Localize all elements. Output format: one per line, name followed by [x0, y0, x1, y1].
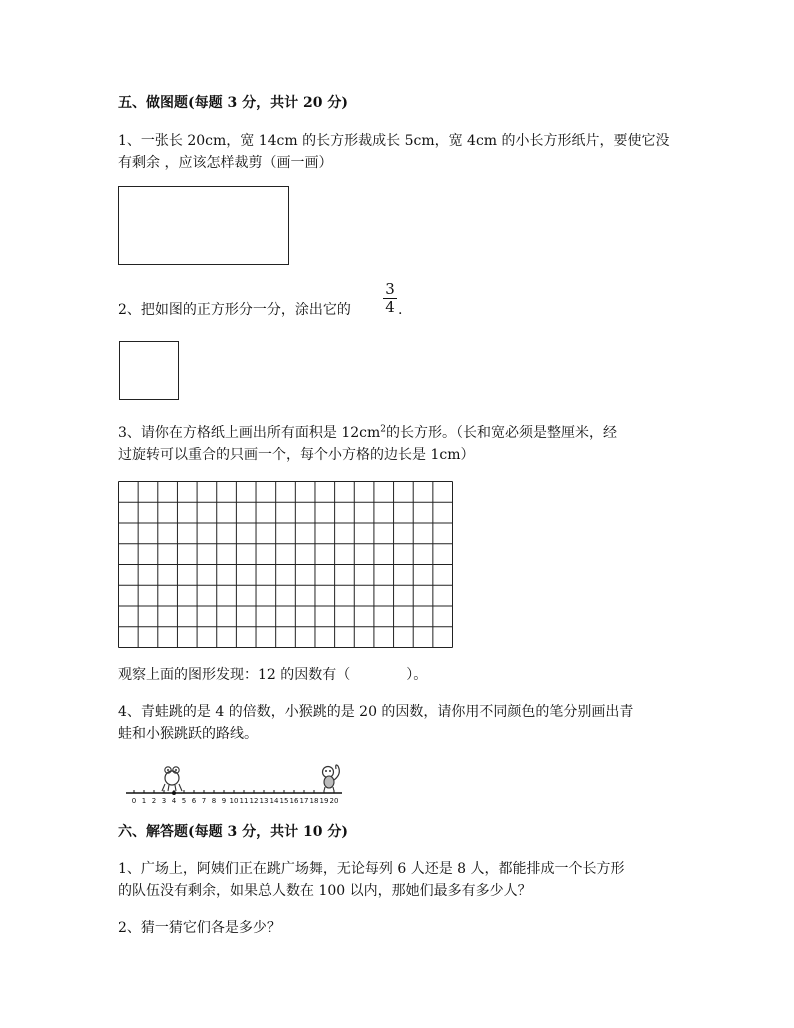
- number-line-label: 20: [329, 797, 339, 805]
- number-line-label: 1: [141, 797, 147, 805]
- q1-line1: 1、一张长 20cm，宽 14cm 的长方形裁成长 5cm，宽 4cm 的小长方形纸片，要使它没: [118, 133, 670, 149]
- number-line-label: 9: [221, 797, 227, 805]
- number-line-label: 7: [201, 797, 207, 805]
- number-line-label: 19: [319, 797, 329, 805]
- q3-grid: [118, 481, 453, 648]
- number-line-label: 2: [151, 797, 157, 805]
- q1-rectangle: [118, 186, 289, 265]
- number-line-label: 4: [171, 797, 177, 805]
- number-line-label: 3: [161, 797, 167, 805]
- q2-line: [118, 300, 351, 320]
- q4-line1: 4、青蛙跳的是 4 的倍数，小猴跳的是 20 的因数，请你用不同颜色的笔分别画出青: [118, 704, 634, 720]
- q3-superscript: 2: [380, 424, 387, 435]
- number-line-label: 10: [229, 797, 239, 805]
- q3-line1-b: 的长方形。（长和宽必须是整厘米，经: [386, 425, 618, 441]
- number-line-label: 5: [181, 797, 187, 805]
- number-line-label: 14: [269, 797, 279, 805]
- q4-line2: 蛙和小猴跳跃的路线。: [118, 726, 258, 742]
- s6-q1-line1: 1、广场上，阿姨们正在跳广场舞，无论每列 6 人还是 8 人，都能排成一个长方形: [118, 861, 625, 877]
- section5-heading: 五、做图题(每题 3 分，共计 20 分): [118, 95, 348, 111]
- number-line-label: 0: [131, 797, 137, 805]
- q3-line1: [118, 423, 617, 443]
- q3-observe: 观察上面的图形发现：12 的因数有（ ）。: [118, 667, 428, 683]
- number-line-label: 13: [259, 797, 269, 805]
- section6-heading: 六、解答题(每题 3 分，共计 10 分): [118, 824, 348, 840]
- q2-fraction: [383, 281, 397, 316]
- q3-line2: 过旋转可以重合的只画一个，每个小方格的边长是 1cm）: [118, 447, 475, 463]
- fraction-denominator: 4: [385, 298, 395, 316]
- q3-line1-a: 3、请你在方格纸上画出所有面积是 12cm: [118, 425, 381, 441]
- number-line-label: 6: [191, 797, 197, 805]
- number-line-label: 12: [249, 797, 259, 805]
- s6-q1-line2: 的队伍没有剩余，如果总人数在 100 以内，那她们最多有多少人？: [118, 883, 532, 899]
- number-line-label: 11: [239, 797, 249, 805]
- number-line: [120, 760, 350, 808]
- number-line-label: 17: [299, 797, 309, 805]
- q2-period: .: [398, 302, 403, 318]
- monkey-icon: [323, 765, 340, 791]
- q2-text: 2、把如图的正方形分一分，涂出它的: [118, 302, 351, 318]
- q1-line2: 有剩余 ，应该怎样裁剪（画一画）: [118, 155, 333, 171]
- frog-icon: [162, 767, 182, 791]
- fraction-numerator: 3: [383, 281, 397, 299]
- number-line-label: 18: [309, 797, 319, 805]
- number-line-label: 16: [289, 797, 299, 805]
- number-line-label: 8: [211, 797, 217, 805]
- s6-q2-text: 2、猜一猜它们各是多少？: [118, 920, 281, 936]
- frog-position-dot: [172, 791, 176, 795]
- number-line-label: 15: [279, 797, 289, 805]
- q2-square: [119, 341, 179, 400]
